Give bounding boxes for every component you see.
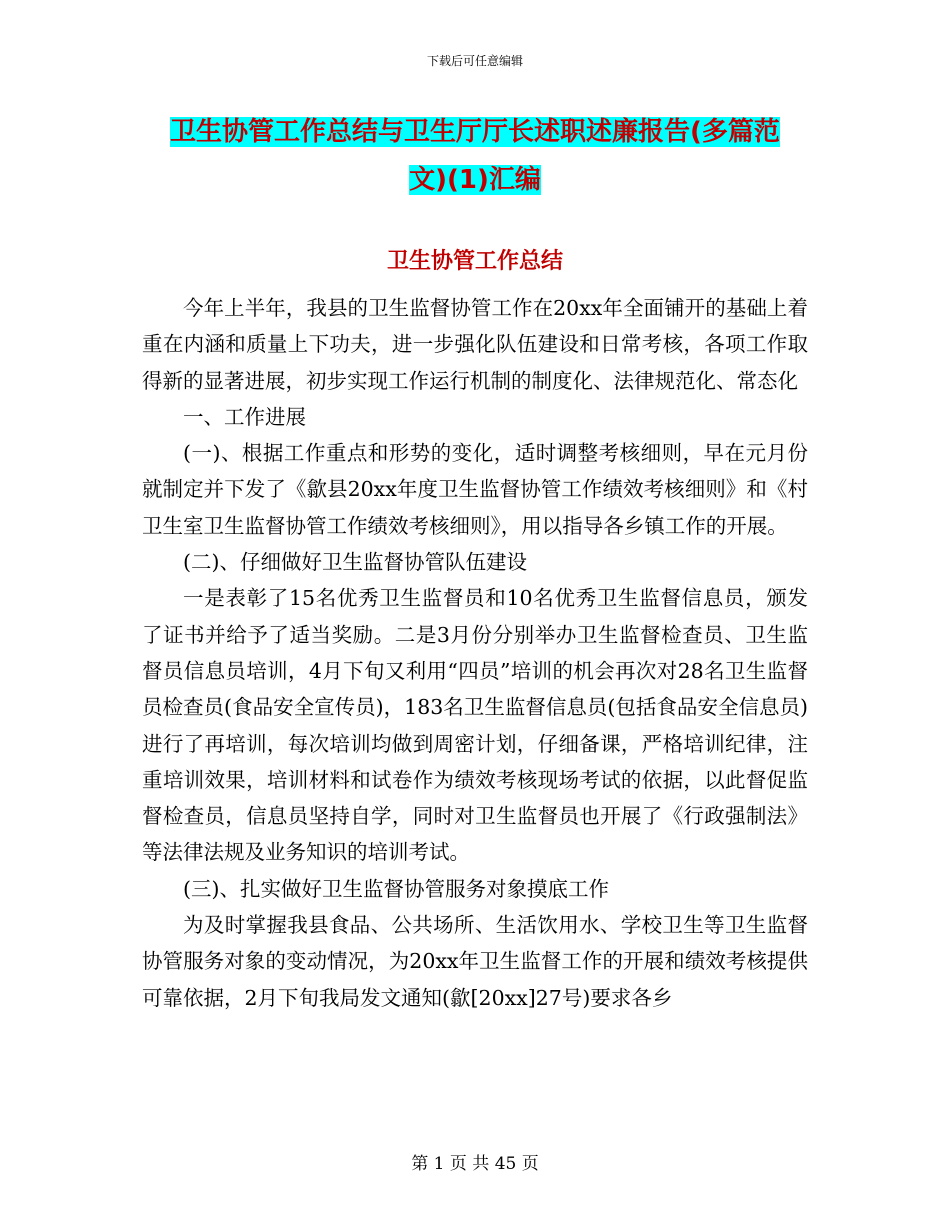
document-title [140,108,810,204]
paragraph: (一)、根据工作重点和形势的变化，适时调整考核细则，早在元月份就制定并下发了《歙县20xx年度卫生监督协管工作绩效考核细则》和《村卫生室卫生监督协管工作绩效考核细则》，用以指导各乡镇工作的开展。 [142,441,808,538]
section-title: 卫生协管工作总结 [386,249,563,274]
paragraph: 一是表彰了15名优秀卫生监督员和10名优秀卫生监督信息员，颁发了证书并给予了适当奖励。二是3月份分别举办卫生监督检查员、卫生监督员信息员培训，4月下旬又利用“四员”培训的机会再次对28名卫生监督员检查员(食品安全宣传员)，183名卫生监督信息员(包括食品安全信息员)进行了再培训，每次培训均做到周密计划，仔细备课，严格培训纪律，注重培训效果，培训材料和试卷作为绩效考核现场考试的依据，以此督促监督检查员，信息员坚持自学，同时对卫生监督员也开展了《行政强制法》等法律法规及业务知识的培训考试。 [142,586,808,865]
page-footer: 第 1 页 共 45 页 [411,1154,539,1174]
document-title-line-1: 卫生协管工作总结与卫生厅厅长述职述廉报告(多篇范 [170,117,780,147]
body-text [142,290,808,1016]
paragraph: (三)、扎实做好卫生监督协管服务对象摸底工作 [183,876,609,901]
paragraph: 今年上半年，我县的卫生监督协管工作在20xx年全面铺开的基础上着重在内涵和质量上下功夫，进一步强化队伍建设和日常考核，各项工作取得新的显著进展，初步实现工作运行机制的制度化、法律规范化、常态化 [142,296,808,393]
paragraph: (二)、仔细做好卫生监督协管队伍建设 [183,550,527,575]
document-title-line-2: 文)(1)汇编 [409,165,541,195]
paragraph: 为及时掌握我县食品、公共场所、生活饮用水、学校卫生等卫生监督协管服务对象的变动情况，为20xx年卫生监督工作的开展和绩效考核提供可靠依据，2月下旬我局发文通知(歙[20xx]27号)要求各乡 [142,913,808,1010]
page-header: 下载后可任意编辑 [426,54,523,68]
paragraph: 一、工作进展 [183,404,306,429]
